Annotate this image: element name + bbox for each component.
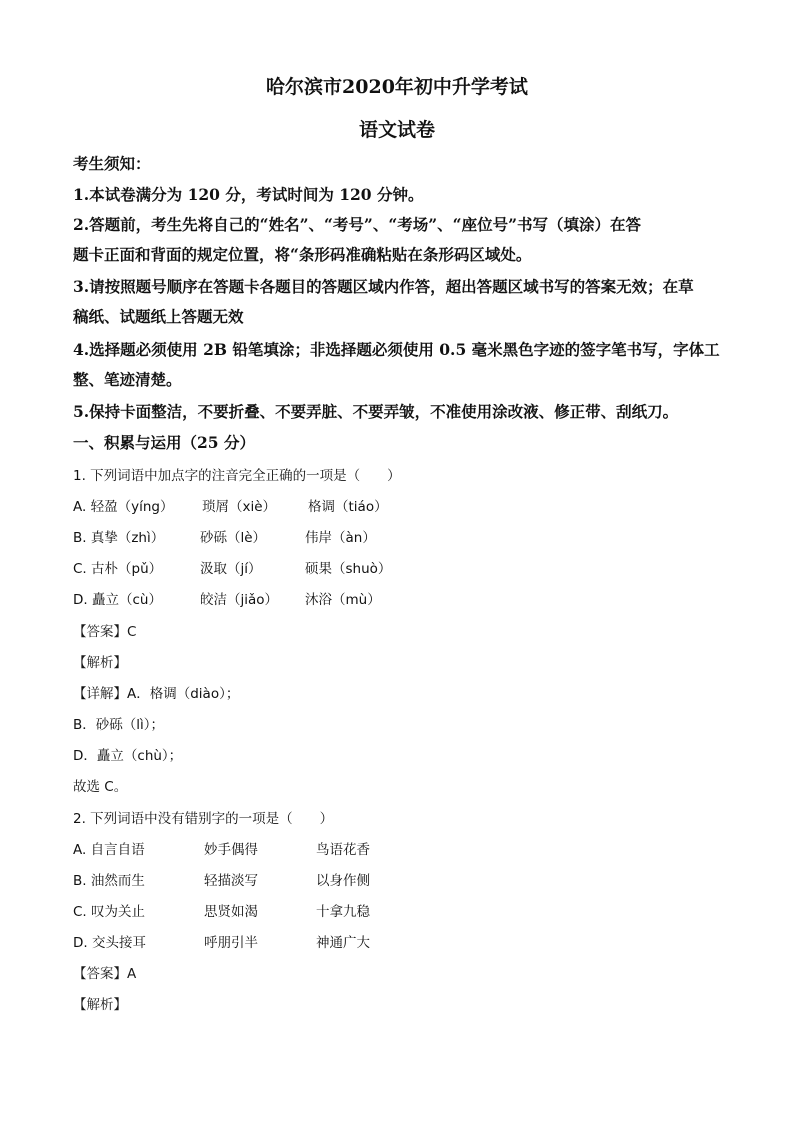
q2-option-b: B. 油然而生: [73, 873, 145, 889]
q2-option-c: C. 叹为关止: [73, 904, 146, 920]
page-title: 哈尔滨市2020年初中升学考试: [266, 76, 528, 98]
q1-detail-4: 故选 C。: [73, 779, 128, 795]
q1-answer: 【答案】C: [73, 624, 137, 640]
q2-option-d-word-3: 神通广大: [316, 935, 370, 951]
q2-option-a-word-2: 妙手偶得: [204, 842, 258, 858]
q2-option-a: A. 自言自语: [73, 842, 145, 858]
q1-option-b-word-3: 伟岸（àn）: [305, 530, 376, 546]
q1-option-a-word-3: 格调（tiáo）: [308, 499, 388, 515]
q2-answer: 【答案】A: [73, 966, 137, 982]
notice-line-7: 整、笔迹清楚。: [73, 370, 182, 389]
q1-detail-3: D．矗立（chù）；: [73, 748, 183, 764]
q2-option-c-word-3: 十拿九稳: [316, 904, 370, 920]
notice-line-5: 稿纸、试题纸上答题无效: [73, 307, 244, 326]
notice-line-8: 5.保持卡面整洁，不要折叠、不要弄脏、不要弄皱，不准使用涂改液、修正带、刮纸刀。: [73, 402, 679, 421]
notice-heading: 考生须知：: [73, 154, 151, 173]
q2-analysis-label: 【解析】: [73, 997, 127, 1013]
q1-option-a: A. 轻盈（yíng）: [73, 499, 174, 515]
q1-option-a-word-2: 琐屑（xiè）: [202, 499, 277, 515]
q1-option-c-word-2: 汲取（jí）: [200, 561, 262, 577]
q1-option-c: C. 古朴（pǔ）: [73, 561, 163, 577]
q1-option-b: B. 真挚（zhì）: [73, 530, 165, 546]
q2-option-b-word-3: 以身作侧: [316, 873, 370, 889]
question-2-stem: 2. 下列词语中没有错别字的一项是（ ）: [73, 811, 334, 827]
notice-line-1: 1.本试卷满分为 120 分，考试时间为 120 分钟。: [73, 185, 424, 204]
q2-option-d: D. 交头接耳: [73, 935, 146, 951]
q2-option-d-word-2: 呼朋引半: [204, 935, 258, 951]
section-heading: 一、积累与运用（25 分）: [73, 433, 255, 452]
q1-option-d-word-2: 皎洁（jiǎo）: [200, 592, 279, 608]
q1-option-b-word-2: 砂砾（lè）: [200, 530, 267, 546]
q2-option-c-word-2: 思贤如渴: [204, 904, 258, 920]
q1-option-d-word-3: 沐浴（mù）: [305, 592, 381, 608]
q2-option-a-word-3: 鸟语花香: [316, 842, 370, 858]
question-1-stem: 1. 下列词语中加点字的注音完全正确的一项是（ ）: [73, 468, 401, 484]
notice-line-6: 4.选择题必须使用 2B 铅笔填涂；非选择题必须使用 0.5 毫米黑色字迹的签字笔书写，字体工: [73, 340, 720, 359]
notice-line-4: 3.请按照题号顺序在答题卡各题目的答题区域内作答，超出答题区域书写的答案无效；在草: [73, 277, 694, 296]
q1-option-c-word-3: 硕果（shuò）: [305, 561, 392, 577]
notice-line-2: 2.答题前，考生先将自己的“姓名”、“考号”、“考场”、“座位号”书写（填涂）在答: [73, 215, 642, 234]
q2-option-b-word-2: 轻描淡写: [204, 873, 258, 889]
q1-option-d: D. 矗立（cù）: [73, 592, 162, 608]
q1-analysis-label: 【解析】: [73, 655, 127, 671]
notice-line-3: 题卡正面和背面的规定位置，将“条形码准确粘贴在条形码区域处。: [73, 245, 532, 264]
q1-detail-1: 【详解】A．格调（diào）；: [73, 686, 240, 702]
q1-detail-2: B．砂砾（lì）；: [73, 717, 165, 733]
page-subtitle: 语文试卷: [358, 119, 435, 141]
